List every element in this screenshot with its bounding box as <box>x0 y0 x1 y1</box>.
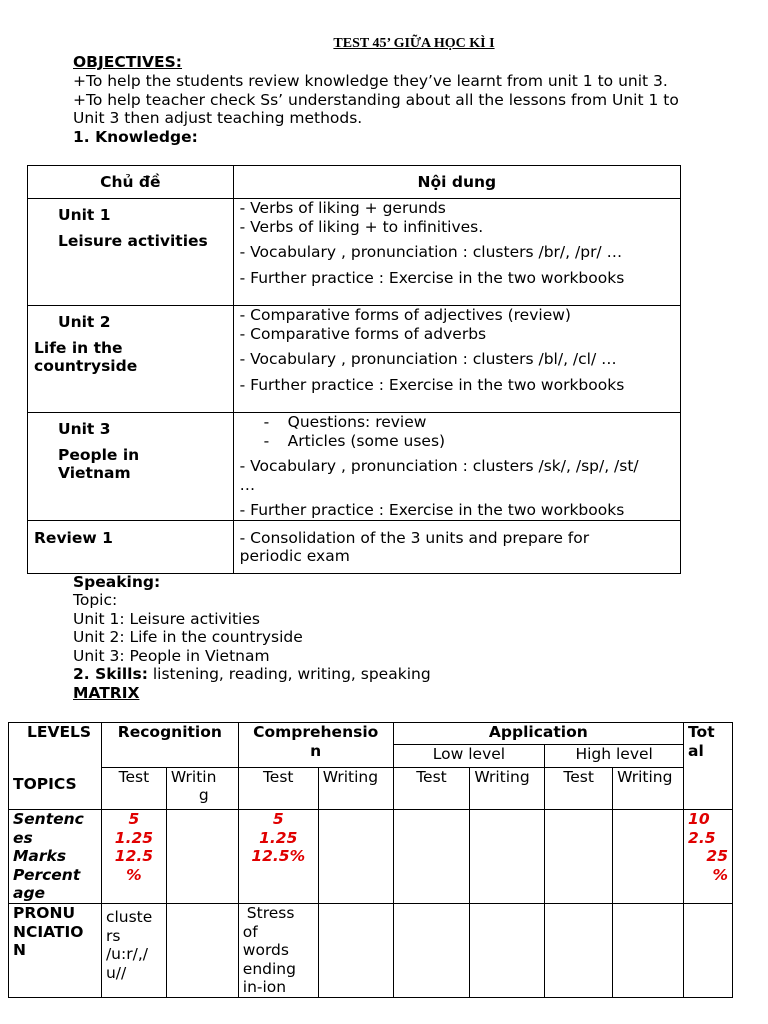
high-test-header: Test <box>563 767 594 786</box>
content-bullet: - Articles (some uses) <box>263 431 446 450</box>
matrix-heading: MATRIX <box>73 684 140 702</box>
total-header-cont: al <box>688 741 704 760</box>
bullet-text: Questions: review <box>287 413 427 431</box>
comp-marks: 1.25 <box>259 828 298 847</box>
content-line: - Consolidation of the 3 units and prepare for <box>239 528 590 547</box>
content-line: periodic exam <box>239 547 350 565</box>
content-line: - Verbs of liking + gerunds <box>239 199 446 217</box>
row-label: Sentenc <box>13 810 84 828</box>
topic-name: Life in the <box>34 338 123 357</box>
knowledge-table <box>27 165 681 574</box>
table-row <box>9 810 733 904</box>
content-line: … <box>239 475 256 494</box>
topics-label: TOPICS <box>13 774 77 793</box>
low-test-header: Test <box>416 767 447 786</box>
knowledge-table-header <box>28 166 681 199</box>
content-line: - Vocabulary , pronunciation : clusters /bl/, /cl/ … <box>239 350 617 368</box>
speaking-unit-3: Unit 3: People in Vietnam <box>73 647 270 665</box>
comp-writing-header: Writing <box>322 767 379 786</box>
comp-cell-text: Stress <box>246 904 295 922</box>
content-bullet: - Questions: review <box>263 413 427 431</box>
total-marks: 2.5 <box>688 828 716 847</box>
levels-label: LEVELS <box>27 723 92 741</box>
row-label: Percent <box>13 865 81 884</box>
low-level-header: Low level <box>432 745 506 764</box>
content-line: - Comparative forms of adverbs <box>239 324 487 343</box>
rec-test-header: Test <box>118 767 150 786</box>
topic-unit: Unit 3 <box>58 420 111 438</box>
content-line: - Vocabulary , pronunciation : clusters /sk/, /sp/, /st/ <box>239 457 639 475</box>
rec-percent: 12.5 <box>114 847 154 865</box>
rec-cell-text: u// <box>105 963 127 982</box>
skills-label: 2. Skills: <box>73 665 148 683</box>
rec-writing-header: Writin <box>170 767 217 786</box>
comp-cell-text: ending <box>242 959 296 978</box>
comp-test-header: Test <box>262 767 294 786</box>
rec-marks: 1.25 <box>114 828 154 847</box>
comp-sentences: 5 <box>272 810 284 828</box>
header-topic: Chủ đề <box>28 166 234 199</box>
speaking-unit-2: Unit 2: Life in the countryside <box>73 628 303 646</box>
topic-unit: Review 1 <box>34 528 113 547</box>
content-line: - Further practice : Exercise in the two workbooks <box>239 375 625 394</box>
total-percent: 25 <box>706 847 728 865</box>
table-row <box>28 199 681 306</box>
rec-sentences: 5 <box>128 810 140 828</box>
comp-cell-text: of <box>242 922 258 941</box>
topic-name-cont: Vietnam <box>58 464 131 482</box>
objective-2a: +To help teacher check Ss’ understanding about all the lessons from Unit 1 to <box>73 91 679 109</box>
application-header: Application <box>488 723 588 741</box>
matrix-header-row-1 <box>9 723 733 745</box>
comp-cell-text: in-ion <box>242 978 287 996</box>
speaking-heading: Speaking: <box>73 573 161 591</box>
speaking-unit-1: Unit 1: Leisure activities <box>73 610 260 628</box>
objective-2b: Unit 3 then adjust teaching methods. <box>73 109 363 127</box>
rec-writing-header-cont: g <box>198 786 209 804</box>
header-content: Nội dung <box>233 166 680 199</box>
row-label: Marks <box>13 847 67 865</box>
content-line: - Verbs of liking + to infinitives. <box>239 217 484 236</box>
row-label: es <box>13 828 33 847</box>
matrix-header-row-3 <box>9 767 733 810</box>
recognition-header: Recognition <box>117 723 222 741</box>
page-title: TEST 45’ GIỮA HỌC KÌ I <box>333 36 495 51</box>
content-line: - Vocabulary , pronunciation : clusters /br/, /pr/ … <box>239 243 623 261</box>
comprehension-header: Comprehensio <box>253 723 379 741</box>
comp-cell-text: words <box>242 941 289 959</box>
content-line: - Comparative forms of adjectives (review) <box>239 306 571 324</box>
comp-percent: 12.5% <box>251 847 306 865</box>
total-sentences: 10 <box>688 810 710 828</box>
topic-unit: Unit 2 <box>58 313 111 331</box>
table-row <box>9 904 733 998</box>
topic-unit: Unit 1 <box>58 206 111 224</box>
low-writing-header: Writing <box>474 767 530 786</box>
high-writing-header: Writing <box>617 767 673 786</box>
row-label: age <box>13 884 46 902</box>
rec-cell-text: rs <box>105 926 121 945</box>
topic-name: People in <box>58 445 140 464</box>
matrix-table <box>8 722 733 998</box>
row-label: NCIATIO <box>13 922 84 941</box>
total-percent-sign: % <box>712 865 728 884</box>
table-row <box>28 306 681 413</box>
content-line: - Further practice : Exercise in the two workbooks <box>239 501 625 519</box>
rec-cell-text: /u:r/,/ <box>105 945 148 963</box>
row-label: N <box>13 941 26 959</box>
high-level-header: High level <box>575 745 653 764</box>
comprehension-header-cont: n <box>310 741 322 760</box>
skills-value: listening, reading, writing, speaking <box>147 665 431 683</box>
topic-name: Leisure activities <box>58 231 208 250</box>
topic-name-cont: countryside <box>34 357 138 375</box>
objectives-heading: OBJECTIVES: <box>73 53 183 71</box>
table-row <box>28 413 681 521</box>
speaking-topic-label: Topic: <box>73 591 118 609</box>
rec-percent-sign: % <box>126 865 142 884</box>
total-header: Tot <box>688 723 715 741</box>
rec-cell-text: cluste <box>105 908 153 926</box>
row-label: PRONU <box>13 904 76 922</box>
content-line: - Further practice : Exercise in the two workbooks <box>239 268 625 287</box>
knowledge-heading: 1. Knowledge: <box>73 128 198 146</box>
bullet-text: Articles (some uses) <box>287 431 446 450</box>
objective-1: +To help the students review knowledge they’ve learnt from unit 1 to unit 3. <box>73 72 668 90</box>
table-row <box>28 520 681 573</box>
skills-line <box>73 665 431 684</box>
